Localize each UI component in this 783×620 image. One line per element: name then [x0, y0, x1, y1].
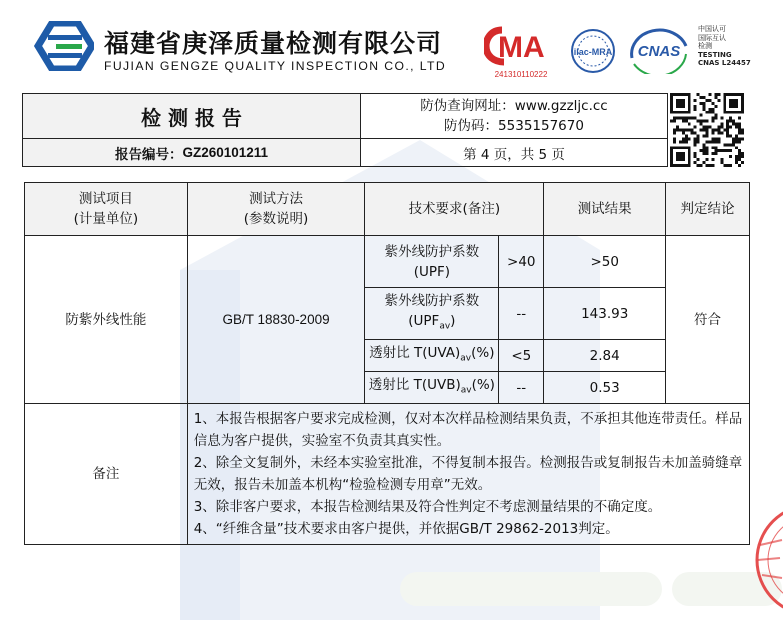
report-title: 检 测 报 告 [23, 94, 361, 139]
cma-mark-icon [484, 26, 558, 66]
company-name-en: FUJIAN GENGZE QUALITY INSPECTION CO., LTD [104, 59, 447, 73]
note-item: 2、除全文复制外，未经本实验室批准，不得复制本报告。检测报告或复制报告未加盖骑缝章无效，报告未加盖本机构“检验检测专用章”无效。 [193, 455, 743, 493]
watermark-bar [400, 572, 662, 606]
notes-label: 备注 [25, 404, 188, 545]
anti-counterfeit-url: 防伪查询网址：www.gzzljc.cc [420, 98, 608, 114]
cma-number: 241310110222 [494, 70, 548, 79]
header-test-method: 测试方法 (参数说明) [187, 183, 365, 236]
result-value: 0.53 [544, 372, 666, 404]
requirement-value: -- [499, 288, 544, 340]
conclusion-cell: 符合 [666, 236, 750, 404]
report-number [23, 139, 361, 166]
company-name-cn: 福建省庚泽质量检测有限公司 [104, 29, 443, 58]
report-number-value: GZ260101211 [182, 145, 269, 160]
sub-item-name: 透射比 $T(UVA)_{av}(\%)$ [365, 340, 499, 372]
sub-item-name: 紫外线防护系数 (UPF) [365, 236, 499, 288]
requirement-value: >40 [499, 236, 544, 288]
report-header-box [22, 93, 668, 167]
ilac-label: ilac-MRA [573, 47, 613, 57]
result-value: 2.84 [544, 340, 666, 372]
note-item: 4、“纤维含量”技术要求由客户提供，并依据GB/T 29862-2013判定。 [193, 521, 619, 537]
report-number-label: 报告编号： [114, 146, 183, 163]
test-method-cell: GB/T 18830-2009 [187, 236, 365, 404]
cnas-accreditation-text: 中国认可 国际互认 检测 TESTING CNAS L24457 [698, 25, 751, 68]
header-conclusion: 判定结论 [666, 183, 750, 236]
header-result: 测试结果 [544, 183, 666, 236]
header-requirement: 技术要求(备注) [365, 183, 544, 236]
table-header-row [25, 183, 750, 236]
anti-counterfeit-info [361, 94, 667, 139]
notes-row [25, 404, 750, 545]
result-value: 143.93 [544, 288, 666, 340]
cma-logo [484, 26, 558, 79]
ilac-mra-logo [565, 28, 621, 74]
test-item-cell: 防紫外线性能 [25, 236, 188, 404]
anti-counterfeit-code: 防伪码：5535157670 [444, 118, 584, 134]
cma-label: MA [498, 31, 545, 64]
requirement-value: <5 [499, 340, 544, 372]
table-row [25, 236, 750, 288]
cnas-logo [628, 28, 690, 74]
note-item: 1、本报告根据客户要求完成检测，仅对本次样品检测结果负责，不承担其他连带责任。样品信息为客户提供，实验室不负责其真实性。 [193, 411, 743, 449]
qr-code [669, 93, 745, 167]
notes-content [187, 404, 749, 545]
sub-item-name: 透射比 $T(UVB)_{av}(\%)$ [365, 372, 499, 404]
header-test-item: 测试项目 (计量单位) [25, 183, 188, 236]
company-logo [34, 21, 94, 71]
test-results-table [24, 182, 750, 545]
page-indicator: 第 4 页，共 5 页 [463, 146, 565, 163]
sub-item-name: 紫外线防护系数 $(UPF_{av})$ [365, 288, 499, 340]
result-value: >50 [544, 236, 666, 288]
note-item: 3、除非客户要求，本报告检测结果及符合性判定不考虑测量结果的不确定度。 [193, 499, 662, 515]
cnas-label: CNAS [637, 43, 681, 60]
requirement-value: -- [499, 372, 544, 404]
seal-stamp [752, 500, 783, 618]
